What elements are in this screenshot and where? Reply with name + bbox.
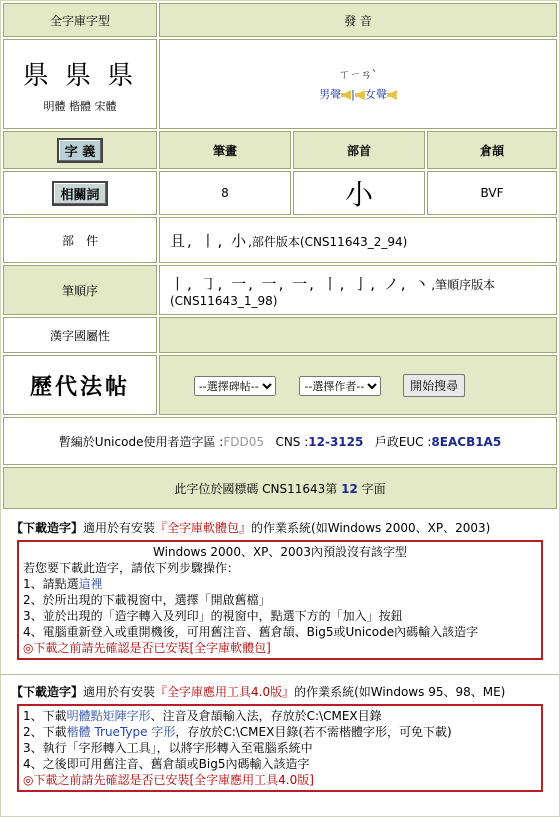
download1-title: 【下載造字】 xyxy=(11,521,84,535)
plane-number: 12 xyxy=(341,481,358,496)
plane-suffix: 字面 xyxy=(361,481,386,496)
cns-label: CNS : xyxy=(275,434,309,449)
speaker-icon[interactable] xyxy=(387,90,397,100)
calligraphy-label: 歷代法帖 xyxy=(3,355,157,415)
components-value xyxy=(159,217,557,263)
stroke-sequence: 丨, ㇆, 一, 一, 一, 丨, 亅, ノ, 丶 xyxy=(170,274,432,293)
code-info xyxy=(3,417,557,465)
meaning-tag-cell xyxy=(3,131,157,169)
author-select[interactable] xyxy=(299,376,381,396)
tablet-select[interactable] xyxy=(194,376,276,396)
download1-note: ◎下載之前請先確認是否已安裝[全字庫軟體包] xyxy=(23,641,271,655)
download2-product: 『全字庫應用工具4.0版』 xyxy=(155,685,295,699)
bitmap-font-link[interactable]: 明體點矩陣字形 xyxy=(66,709,151,723)
download-here-link[interactable]: 這裡 xyxy=(78,577,103,591)
meaning-button[interactable]: 字 義 xyxy=(57,138,104,163)
strokes-value: 8 xyxy=(159,171,291,215)
download-section-1: 【下載造字】適用於有安裝『全字庫軟體包』的作業系統(如Windows 2000、XP、2003) Windows 2000、XP、2003內預設沒有該字型 若您要下載此造字，請依下列步驟操作： 1、請點選這裡 2、於所出現的下載視窗中，選擇「開啟舊檔」 3、並於出現的「造字轉入及列印」的視窗中，點選下方的「加入」按鈕 4、電腦重新登入或重開機後，可用舊注音、舊倉頡、Big5或Unicode內碼輸入該造字 ◎下載之前請先確認是否已安裝[全字庫軟體包] xyxy=(7,511,553,668)
related-tag-cell xyxy=(3,171,157,215)
euc-value: 8EACB1A5 xyxy=(431,434,502,449)
components-label: 部 件 xyxy=(3,217,157,263)
stroke-order-value xyxy=(159,265,557,315)
download2-title: 【下載造字】 xyxy=(11,685,84,699)
unicode-prefix: 暫編於Unicode使用者造字區 : xyxy=(58,434,224,449)
radical-header: 部首 xyxy=(293,131,425,169)
related-words-button[interactable]: 相關詞 xyxy=(52,181,107,206)
pronunciation-header: 發 音 xyxy=(159,3,557,37)
zhuyin: ㄒㄧㄢˋ xyxy=(338,68,378,81)
download1-instructions: Windows 2000、XP、2003內預設沒有該字型 若您要下載此造字，請依下列步驟操作： 1、請點選這裡 2、於所出現的下載視窗中，選擇「開啟舊檔」 3、並於出現的「造字轉入及列印」的視窗中，點選下方的「加入」按鈕 4、電腦重新登入或重開機後，可用舊注音、舊倉頡、Big5或Unicode內碼輸入該造字 ◎下載之前請先確認是否已安裝[全字庫軟體包] xyxy=(17,540,543,660)
speaker-icon[interactable] xyxy=(341,90,351,100)
female-voice-label[interactable]: 女聲 xyxy=(364,88,387,101)
country-label: 漢字國屬性 xyxy=(3,317,157,353)
unicode-value: FDD05 xyxy=(223,434,264,449)
plane-info xyxy=(3,467,557,509)
download-section-2: 【下載造字】適用於有安裝『全字庫應用工具4.0版』的作業系統(如Windows 95、98、ME) 1、下載明體點矩陣字形、注音及倉頡輸入法，存放於C:\CMEX目錄 2、下載楷體 TrueType 字形，存放於C:\CMEX目錄(若不需楷體字形，可免下載) 3、執行「字形轉入工具」，以將字形轉入至電腦系統中 4、之後即可用舊注音、舊倉頡或Big5內碼輸入該造字 ◎下載之前請先確認是否已安裝[全字庫應用工具4.0版] xyxy=(7,681,553,800)
font-header: 全字庫字型 xyxy=(3,3,157,37)
male-voice-label[interactable]: 男聲 xyxy=(319,88,342,101)
component-parts: 且, 丨, 小 xyxy=(170,231,249,250)
cns-value: 12-3125 xyxy=(308,434,364,449)
speaker-icon[interactable] xyxy=(355,90,365,100)
character-info-table xyxy=(1,1,559,511)
radical-value: 小 xyxy=(293,171,425,215)
euc-label: 戶政EUC : xyxy=(374,434,432,449)
search-button[interactable]: 開始搜尋 xyxy=(403,374,465,397)
glyph-style-labels: 明體 楷體 宋體 xyxy=(43,99,117,113)
pronunciation-cell: ㄒㄧㄢˋ 男聲 | 女聲 xyxy=(159,39,557,129)
components-version: ,部件版本(CNS11643_2_94) xyxy=(248,234,408,249)
calligraphy-controls xyxy=(159,355,557,415)
country-value xyxy=(159,317,557,353)
download1-product: 『全字庫軟體包』 xyxy=(155,521,252,535)
stroke-order-version: ,筆順序版本(CNS11643_1_98) xyxy=(170,277,496,308)
download2-note: ◎下載之前請先確認是否已安裝[全字庫應用工具4.0版] xyxy=(23,773,314,787)
plane-prefix: 此字位於國標碼 CNS11643第 xyxy=(174,481,338,496)
download2-instructions: 1、下載明體點矩陣字形、注音及倉頡輸入法，存放於C:\CMEX目錄 2、下載楷體 TrueType 字形，存放於C:\CMEX目錄(若不需楷體字形，可免下載) 3、執行「字形轉入工具」，以將字形轉入至電腦系統中 4、之後即可用舊注音、舊倉頡或Big5內碼輸入該造字 ◎下載之前請先確認是否已安裝[全字庫應用工具4.0版] xyxy=(17,704,543,792)
download1-box-head: Windows 2000、XP、2003內預設沒有該字型 xyxy=(153,545,407,559)
cangjie-value: BVF xyxy=(427,171,557,215)
stroke-order-label: 筆順序 xyxy=(3,265,157,315)
glyph-cell xyxy=(3,39,157,129)
glyph-samples: 県 県 県 xyxy=(22,60,138,91)
truetype-font-link[interactable]: 楷體 TrueType 字形 xyxy=(66,725,176,739)
strokes-header: 筆畫 xyxy=(159,131,291,169)
cangjie-header: 倉頡 xyxy=(427,131,557,169)
